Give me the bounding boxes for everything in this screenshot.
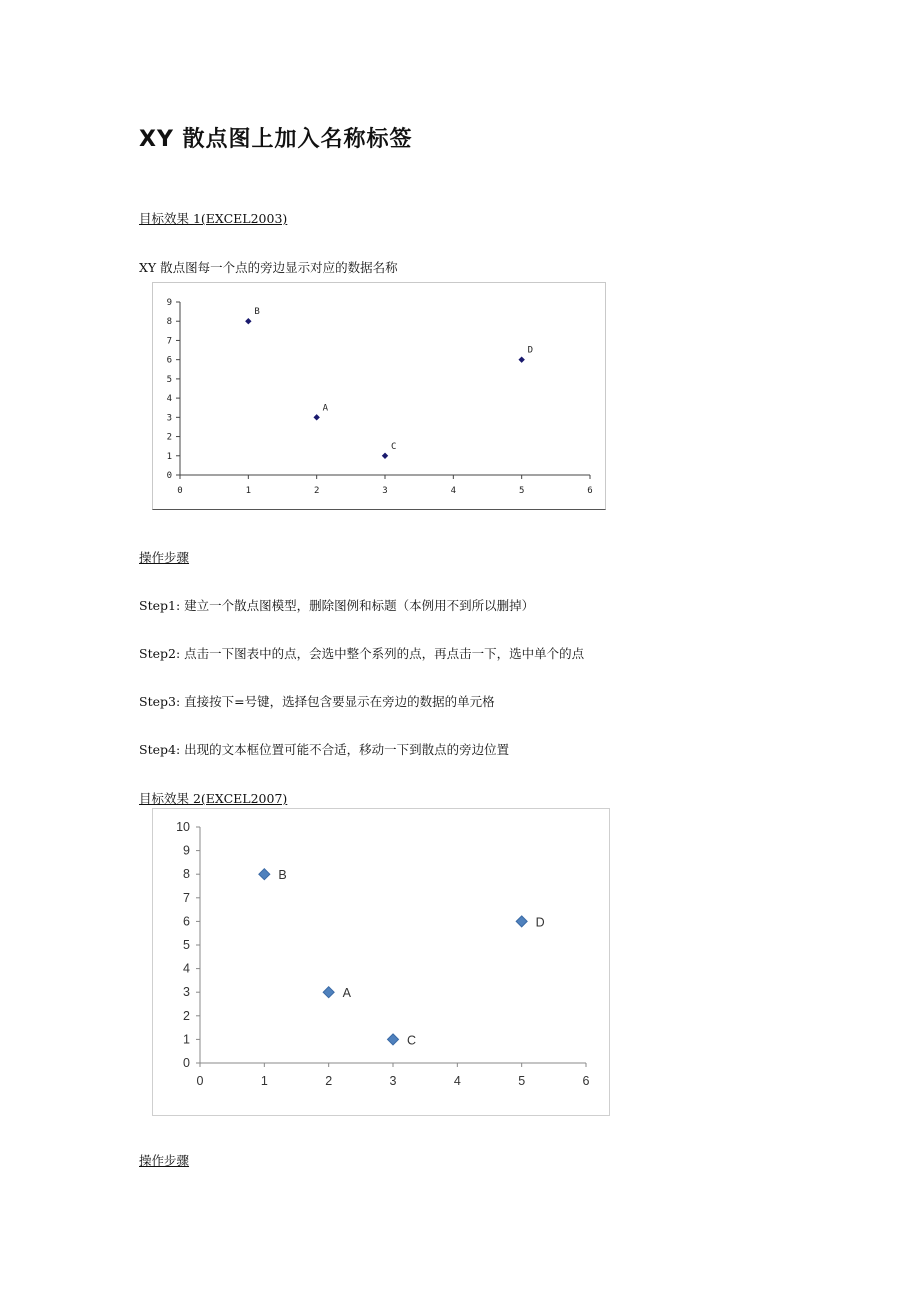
scatter-chart-excel2007 bbox=[152, 808, 610, 1116]
step-1: Step1: 建立一个散点图模型，删除图例和标题（本例用不到所以删掉） bbox=[139, 598, 535, 613]
heading-excel2003: 目标效果 1(EXCEL2003) bbox=[139, 211, 288, 226]
y-tick-label: 4 bbox=[166, 394, 172, 405]
data-label-c: C bbox=[407, 1033, 417, 1048]
chart2-canvas bbox=[153, 809, 609, 1115]
y-tick-label: 2 bbox=[183, 1008, 190, 1023]
y-tick-label: 7 bbox=[183, 890, 190, 905]
intro-text: XY 散点图每一个点的旁边显示对应的数据名称 bbox=[139, 260, 398, 275]
data-point-b bbox=[259, 869, 270, 880]
steps-heading-2: 操作步骤 bbox=[139, 1153, 190, 1168]
y-tick-label: 1 bbox=[183, 1032, 190, 1047]
x-tick-label: 4 bbox=[450, 486, 457, 496]
x-tick-label: 2 bbox=[313, 486, 320, 496]
y-tick-label: 6 bbox=[183, 914, 190, 929]
data-label-d: D bbox=[527, 345, 534, 356]
x-tick-label: 1 bbox=[245, 486, 252, 496]
heading-excel2007: 目标效果 2(EXCEL2007) bbox=[139, 791, 288, 806]
data-label-d: D bbox=[535, 915, 545, 930]
x-tick-label: 0 bbox=[196, 1074, 204, 1088]
x-tick-label: 1 bbox=[260, 1074, 268, 1088]
data-point-b bbox=[246, 319, 251, 324]
x-tick-label: 3 bbox=[389, 1074, 397, 1088]
y-tick-label: 9 bbox=[166, 298, 172, 308]
y-tick-label: 0 bbox=[166, 471, 172, 481]
data-point-c bbox=[383, 453, 388, 458]
y-tick-label: 4 bbox=[183, 961, 190, 976]
data-point-d bbox=[516, 916, 527, 927]
x-tick-label: 6 bbox=[582, 1074, 590, 1088]
data-label-a: A bbox=[322, 403, 329, 414]
y-tick-label: 1 bbox=[166, 451, 172, 462]
y-tick-label: 0 bbox=[183, 1056, 190, 1070]
step-4: Step4: 出现的文本框位置可能不合适，移动一下到散点的旁边位置 bbox=[139, 742, 510, 757]
data-point-d bbox=[519, 357, 524, 362]
y-tick-label: 5 bbox=[183, 938, 190, 952]
x-tick-label: 6 bbox=[587, 486, 593, 496]
steps-heading-1: 操作步骤 bbox=[139, 550, 190, 565]
y-tick-label: 2 bbox=[166, 432, 172, 443]
x-tick-label: 3 bbox=[382, 486, 388, 496]
x-tick-label: 4 bbox=[453, 1074, 461, 1088]
y-tick-label: 8 bbox=[183, 867, 190, 882]
data-point-a bbox=[314, 415, 319, 420]
y-tick-label: 3 bbox=[166, 413, 172, 424]
x-tick-label: 0 bbox=[177, 486, 183, 496]
y-tick-label: 7 bbox=[166, 336, 172, 347]
x-tick-label: 2 bbox=[325, 1074, 333, 1088]
data-label-c: C bbox=[391, 441, 397, 452]
x-tick-label: 5 bbox=[518, 486, 525, 496]
x-tick-label: 5 bbox=[518, 1074, 526, 1088]
y-tick-label: 5 bbox=[166, 374, 172, 385]
y-tick-label: 9 bbox=[183, 843, 190, 858]
chart1-canvas bbox=[153, 283, 605, 509]
data-label-a: A bbox=[342, 986, 352, 1001]
data-point-a bbox=[323, 987, 334, 998]
step-2: Step2: 点击一下图表中的点，会选中整个系列的点，再点击一下，选中单个的点 bbox=[139, 646, 585, 661]
y-tick-label: 3 bbox=[183, 985, 190, 1000]
data-label-b: B bbox=[278, 868, 287, 883]
data-label-b: B bbox=[254, 307, 260, 318]
step-3: Step3: 直接按下=号键，选择包含要显示在旁边的数据的单元格 bbox=[139, 694, 495, 709]
y-tick-label: 10 bbox=[176, 820, 190, 834]
y-tick-label: 8 bbox=[166, 317, 172, 328]
scatter-chart-excel2003 bbox=[152, 282, 606, 510]
page-title: XY 散点图上加入名称标签 bbox=[139, 127, 413, 152]
y-tick-label: 6 bbox=[166, 355, 172, 366]
data-point-c bbox=[388, 1034, 399, 1045]
